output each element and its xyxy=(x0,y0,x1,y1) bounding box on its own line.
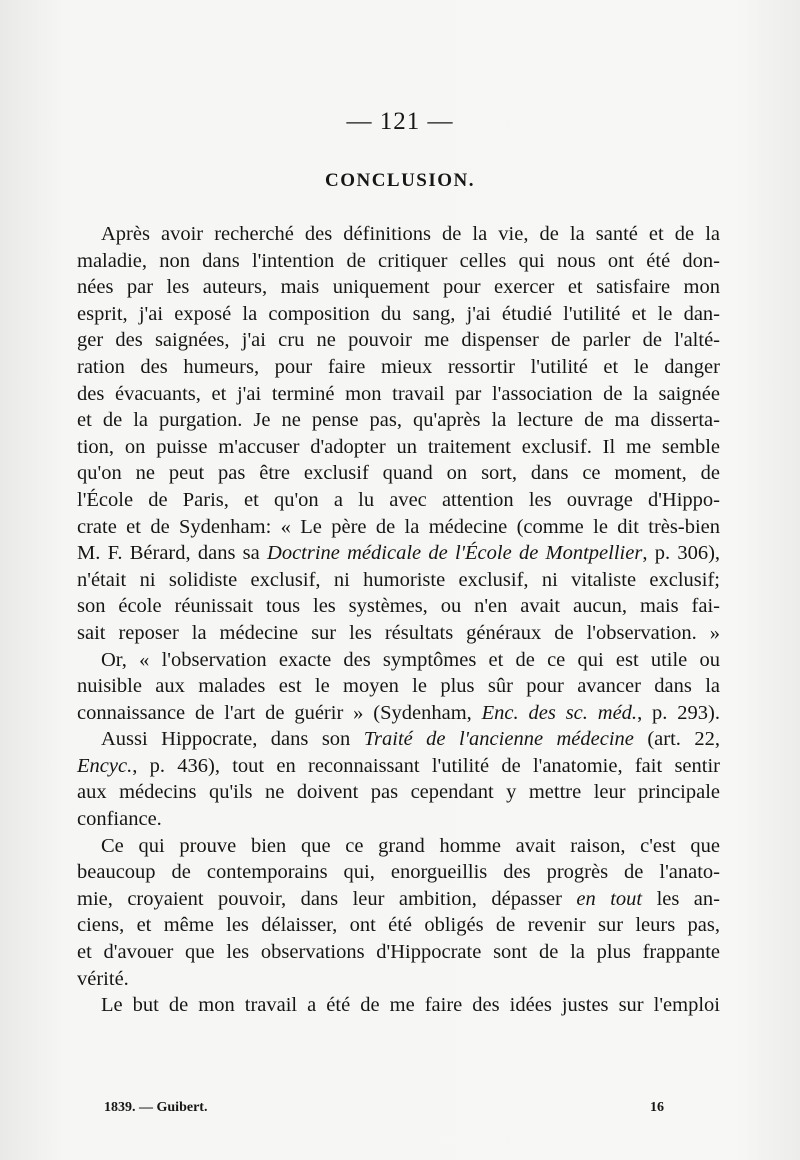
footer-signature: 1839. — Guibert. xyxy=(104,1100,208,1115)
text-line: n'était ni solidiste exclusif, ni humoriste exclusif, ni vitaliste exclusif; xyxy=(77,568,720,591)
text-line xyxy=(77,726,720,753)
text-line: l'École de Paris, et qu'on a lu avec attention les ouvrage d'Hippo- xyxy=(77,488,720,511)
text-line: maladie, non dans l'intention de critiquer celles qui nous ont été don- xyxy=(77,249,720,272)
text-line: et de la purgation. Je ne pense pas, qu'après la lecture de ma disserta- xyxy=(77,409,720,432)
text-line: ciens, et même les délaisser, ont été obligés de revenir sur leurs pas, xyxy=(77,914,720,937)
section-title: CONCLUSION. xyxy=(324,170,476,191)
text-line xyxy=(77,753,720,780)
text-line: vérité. xyxy=(77,967,129,990)
text-line: esprit, j'ai exposé la composition du sang, j'ai étudié l'utilité et le dan- xyxy=(77,302,720,325)
text-segment: connaissance de l'art de guérir » (Sydenham, xyxy=(77,701,482,724)
text-line: tion, on puisse m'accuser d'adopter un traitement exclusif. Il me semble xyxy=(77,435,720,458)
text-line: confiance. xyxy=(77,808,162,831)
text-line: ration des humeurs, pour faire mieux ressortir l'utilité et le danger xyxy=(77,355,720,378)
text-line: Or, « l'observation exacte des symptômes et de ce qui est utile ou xyxy=(101,648,720,671)
text-line xyxy=(77,540,720,567)
text-segment: , p. 436), tout en reconnaissant l'utilité de l'anatomie, fait sentir xyxy=(132,754,720,777)
text-line: ger des saignées, j'ai cru ne pouvoir me dispenser de parler de l'alté- xyxy=(77,329,720,352)
text-segment: , p. 306), xyxy=(642,542,721,565)
text-line: nées par les auteurs, mais uniquement pour exercer et satisfaire mon xyxy=(77,276,720,299)
text-line: des évacuants, et j'ai terminé mon travail par l'association de la saignée xyxy=(77,382,720,405)
page-number: — 121 — xyxy=(346,108,454,135)
text-segment: M. F. Bérard, dans sa xyxy=(77,542,268,565)
text-segment: , p. 293). xyxy=(637,701,721,724)
citation-title: Traité de l'ancienne médecine xyxy=(363,728,634,751)
body-text xyxy=(77,221,720,1019)
text-line: sait reposer la médecine sur les résultats généraux de l'observation. » xyxy=(77,621,720,644)
text-line: Le but de mon travail a été de me faire des idées justes sur l'emploi xyxy=(101,994,720,1017)
text-line: qu'on ne peut pas être exclusif quand on sort, dans ce moment, de xyxy=(77,462,720,485)
text-line: Après avoir recherché des définitions de la vie, de la santé et de la xyxy=(101,223,720,245)
text-segment: mie, croyaient pouvoir, dans leur ambition, dépasser xyxy=(77,887,577,910)
text-segment: les an- xyxy=(642,887,720,910)
emphasis: en tout xyxy=(576,887,643,910)
text-segment: Aussi Hippocrate, dans son xyxy=(101,728,364,751)
text-line: nuisible aux malades est le moyen le plus sûr pour avancer dans la xyxy=(77,675,720,698)
text-line xyxy=(77,886,720,913)
text-line: son école réunissait tous les systèmes, ou n'en avait aucun, mais fai- xyxy=(77,595,720,618)
text-line: et d'avouer que les observations d'Hippocrate sont de la plus frappante xyxy=(77,941,720,964)
citation-title: Doctrine médicale de l'École de Montpellier xyxy=(267,542,643,565)
text-line xyxy=(77,700,720,727)
citation-title: Enc. des sc. méd. xyxy=(481,701,638,724)
text-line: crate et de Sydenham: « Le père de la médecine (comme le dit très-bien xyxy=(77,515,720,538)
text-line: beaucoup de contemporains qui, enorgueillis des progrès de l'anato- xyxy=(77,861,720,884)
text-line: Ce qui prouve bien que ce grand homme avait raison, c'est que xyxy=(101,834,720,857)
text-segment: (art. 22, xyxy=(633,728,720,751)
signature-mark: 16 xyxy=(650,1100,664,1115)
citation-title: Encyc. xyxy=(77,754,133,777)
text-line: aux médecins qu'ils ne doivent pas cependant y mettre leur principale xyxy=(77,781,720,804)
